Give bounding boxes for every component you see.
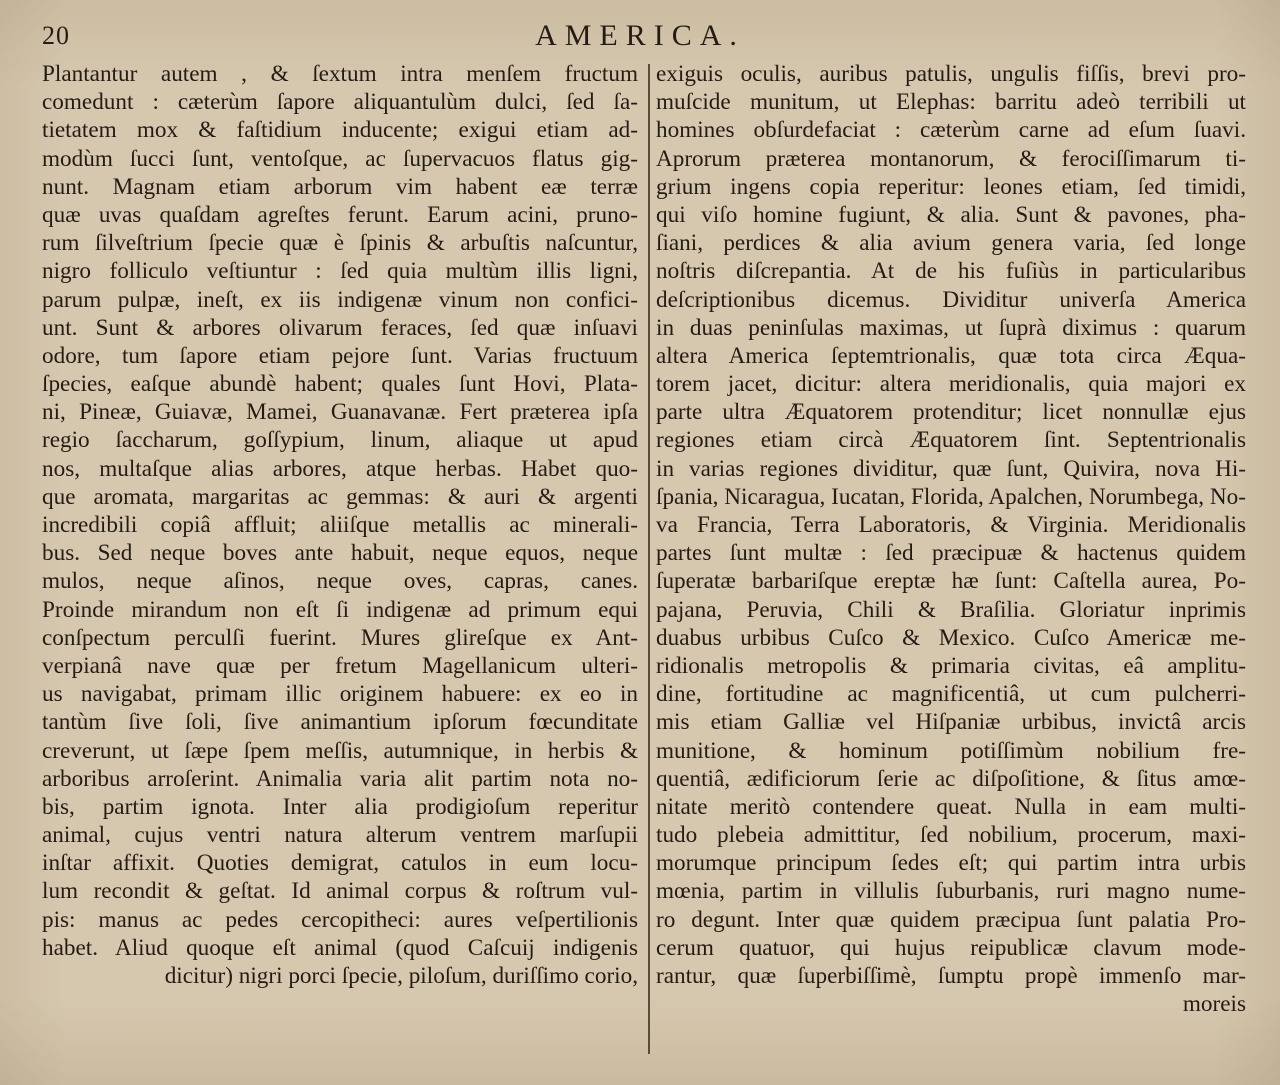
text-line: ſiani, perdices & alia avium genera varia, ſed longe bbox=[656, 230, 1246, 257]
text-line: verpianâ nave quæ per fretum Magellanicum ulteri- bbox=[42, 652, 638, 679]
text-line: odore, tum ſapore etiam pejore ſunt. Varias fructuum bbox=[42, 342, 638, 369]
text-line: ridionalis metropolis & primaria civitas, eâ amplitu- bbox=[656, 652, 1246, 679]
text-line: regiones etiam circà Æquatorem ſint. Septentrionalis bbox=[656, 427, 1246, 454]
text-line: rum ſilveſtrium ſpecie quæ è ſpinis & arbuſtis naſcuntur, bbox=[42, 230, 638, 257]
text-line: mœnia, partim in villulis ſuburbanis, ruri magno nume- bbox=[656, 878, 1246, 905]
text-line: tudo plebeia admittitur, ſed nobilium, procerum, maxi- bbox=[656, 822, 1246, 849]
text-line: arboribus arroſerint. Animalia varia alit partim nota no- bbox=[42, 765, 638, 792]
text-line: dicitur) nigri porci ſpecie, piloſum, duriſſimo corio, bbox=[164, 963, 638, 989]
text-line: bis, partim ignota. Inter alia prodigioſum reperitur bbox=[42, 793, 638, 820]
text-line: mis etiam Galliæ vel Hiſpaniæ urbibus, invictâ arcis bbox=[656, 709, 1246, 736]
text-line: pis: manus ac pedes cercopitheci: aures veſpertilionis bbox=[42, 906, 638, 933]
text-line: mulos, neque aſinos, neque oves, capras, canes. bbox=[42, 568, 638, 595]
text-line: ni, Pineæ, Guiavæ, Mamei, Guanavanæ. Fert præterea ipſa bbox=[42, 399, 638, 426]
text-line: unt. Sunt & arbores olivarum feraces, ſed quæ inſuavi bbox=[42, 314, 638, 341]
text-line: nigro folliculo veſtiuntur : ſed quia multùm illis ligni, bbox=[42, 258, 638, 285]
text-line: rantur, quæ ſuperbiſſimè, ſumptu propè immenſo mar- bbox=[656, 963, 1246, 989]
text-line: altera America ſeptemtrionalis, quæ tota circa Æqua- bbox=[656, 342, 1246, 369]
text-line: cerum quatuor, qui hujus reipublicæ clavum mode- bbox=[656, 934, 1246, 961]
text-line: animal, cujus ventri natura alterum ventrem marſupii bbox=[42, 822, 638, 849]
text-line: bus. Sed neque boves ante habuit, neque equos, neque bbox=[42, 540, 638, 567]
text-line: nos, multaſque alias arbores, atque herbas. Habet quo- bbox=[42, 455, 638, 482]
text-line: inſtar affixit. Quoties demigrat, catulos in eum locu- bbox=[42, 850, 638, 877]
text-line: lum recondit & geſtat. Id animal corpus & roſtrum vul- bbox=[42, 878, 638, 905]
text-line: in duas peninſulas maximas, ut ſuprà diximus : quarum bbox=[656, 314, 1246, 341]
text-line: duabus urbibus Cuſco & Mexico. Cuſco Americæ me- bbox=[656, 624, 1246, 651]
text-line: parte ultra Æquatorem protenditur; licet nonnullæ ejus bbox=[656, 399, 1246, 426]
text-line: Aprorum præterea montanorum, & ferociſſimarum ti- bbox=[656, 145, 1246, 172]
text-line: torem jacet, dicitur: altera meridionalis, quia majori ex bbox=[656, 371, 1246, 398]
text-line: creverunt, ut ſæpe ſpem meſſis, autumnique, in herbis & bbox=[42, 737, 638, 764]
text-line: modùm ſucci ſunt, ventoſque, ac ſupervacuos flatus gig- bbox=[42, 145, 638, 172]
text-line: ſuperatæ barbariſque ereptæ hæ ſunt: Caſtella aurea, Po- bbox=[656, 568, 1246, 595]
text-line: grium ingens copia reperitur: leones etiam, ſed timidi, bbox=[656, 173, 1246, 200]
page-number: 20 bbox=[42, 21, 70, 50]
text-line: pajana, Peruvia, Chili & Braſilia. Gloriatur inprimis bbox=[656, 596, 1246, 623]
text-line: incredibili copiâ affluit; aliiſque metallis ac minerali- bbox=[42, 512, 638, 538]
left-column bbox=[42, 60, 638, 990]
text-line: in varias regiones dividitur, quæ ſunt, Quivira, nova Hi- bbox=[656, 455, 1246, 482]
text-line: regio ſaccharum, goſſypium, linum, aliaque ut apud bbox=[42, 427, 638, 454]
text-line: ro degunt. Inter quæ quidem præcipua ſunt palatia Pro- bbox=[656, 906, 1246, 933]
running-head: AMERICA. bbox=[535, 19, 745, 52]
text-line: ſpania, Nicaragua, Iucatan, Florida, Apalchen, Norumbega, No- bbox=[656, 483, 1246, 510]
text-line: Proinde mirandum non eſt ſi indigenæ ad primum equi bbox=[42, 596, 638, 623]
text-line: nunt. Magnam etiam arborum vim habent eæ terræ bbox=[42, 173, 638, 200]
text-line: habet. Aliud quoque eſt animal (quod Caſcuij indigenis bbox=[42, 934, 638, 961]
text-line: ſpecies, eaſque abundè habent; quales ſunt Hovi, Plata- bbox=[42, 371, 638, 398]
text-line: dine, fortitudine ac magnificentiâ, ut cum pulcherri- bbox=[656, 681, 1246, 708]
text-line: parum pulpæ, ineſt, ex iis indigenæ vinum non confici- bbox=[42, 286, 638, 313]
text-line: quentiâ, ædificiorum ſerie ac diſpoſitione, & ſitus amœ- bbox=[656, 765, 1246, 792]
text-line: partes ſunt multæ : ſed præcipuæ & hactenus quidem bbox=[656, 540, 1246, 567]
text-line: nitate meritò contendere queat. Nulla in eam multi- bbox=[656, 793, 1246, 820]
text-line: tietatem mox & faſtidium inducente; exigui etiam ad- bbox=[42, 117, 638, 144]
text-line: noſtris diſcrepantia. At de his fuſiùs in particularibus bbox=[656, 258, 1246, 285]
text-line: deſcriptionibus dicemus. Dividitur univerſa America bbox=[656, 286, 1246, 313]
text-line: homines obſurdefaciat : cæterùm carne ad eſum ſuavi. bbox=[656, 117, 1246, 144]
text-line: conſpectum perculſi fuerint. Mures glireſque ex Ant- bbox=[42, 624, 638, 651]
text-line: comedunt : cæterùm ſapore aliquantulùm dulci, ſed ſa- bbox=[42, 89, 638, 116]
text-line: quæ uvas quaſdam agreſtes ferunt. Earum acini, pruno- bbox=[42, 201, 638, 228]
text-line: munitione, & hominum potiſſimùm nobilium fre- bbox=[656, 737, 1246, 764]
text-line: qui viſo homine fugiunt, & alia. Sunt & pavones, pha- bbox=[656, 201, 1246, 228]
text-line: muſcide munitum, ut Elephas: barritu adeò terribili ut bbox=[656, 89, 1246, 116]
text-line: que aromata, margaritas ac gemmas: & auri & argenti bbox=[42, 483, 638, 510]
text-line: Plantantur autem , & ſextum intra menſem fructum bbox=[42, 61, 638, 87]
right-column bbox=[656, 60, 1246, 1018]
text-line: morumque principum ſedes eſt; qui partim intra urbis bbox=[656, 850, 1246, 877]
text-line: va Francia, Terra Laboratoris, & Virginia. Meridionalis bbox=[656, 512, 1246, 538]
text-line: us navigabat, primam illic originem habuere: ex eo in bbox=[42, 681, 638, 708]
text-line: exiguis oculis, auribus patulis, ungulis fiſſis, brevi pro- bbox=[656, 61, 1246, 87]
text-line: moreis bbox=[1182, 991, 1246, 1018]
column-rule bbox=[648, 64, 650, 1054]
text-line: tantùm ſive ſoli, ſive animantium ipſorum fœcunditate bbox=[42, 709, 638, 736]
